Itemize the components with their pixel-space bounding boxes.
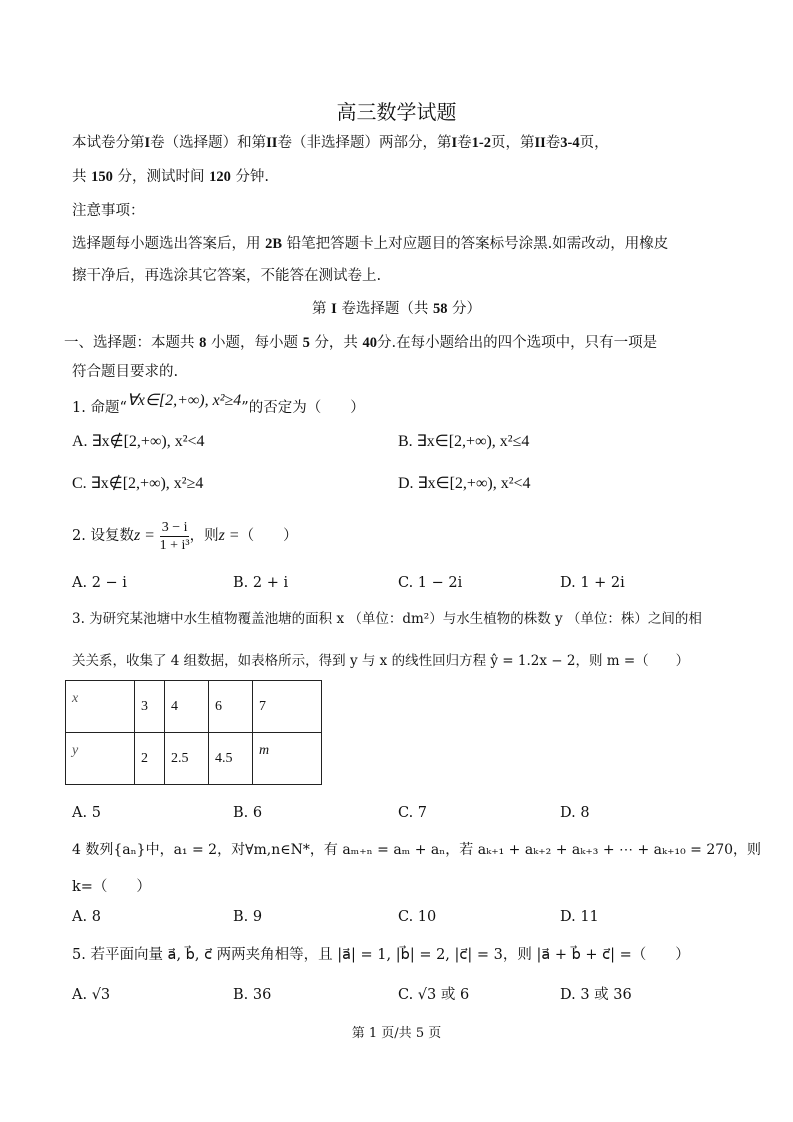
- question-4-option-c[interactable]: C. 10: [398, 909, 437, 925]
- table-row: [66, 681, 322, 733]
- question-5-option-d[interactable]: D. 3 或 36: [560, 987, 632, 1003]
- text: 5: [302, 335, 310, 351]
- text: 120: [209, 169, 231, 185]
- text: 本试卷分第: [72, 135, 145, 151]
- text: 页，第: [490, 135, 535, 151]
- text: 58: [432, 301, 448, 317]
- text: 铅笔把答题卡上对应题目的答案标号涂黑.如需改动，用橡皮: [286, 236, 669, 252]
- table-cell: y: [66, 733, 135, 785]
- question-4-option-a[interactable]: A. 8: [72, 909, 101, 925]
- denominator: 1 + i³: [159, 537, 190, 553]
- text: 小题，每小题: [210, 335, 298, 351]
- question-1-option-c[interactable]: C. ∃x∉[2,+∞), x²≥4: [72, 475, 204, 492]
- text: 页，: [579, 135, 609, 151]
- text: 卷（选择题）和第: [150, 135, 267, 151]
- text: 第: [311, 301, 327, 317]
- table-row: [66, 733, 322, 785]
- section-desc-1: [64, 333, 657, 353]
- text: 2. 设复数: [72, 528, 134, 544]
- question-5-stem: 5. 若平面向量 a⃗, b⃗, c⃗ 两两夹角相等，且 |a⃗| = 1, |b⃗| = 2, |c⃗| = 3，则 |a⃗ + b⃗ + c⃗| =（ ）: [72, 947, 690, 963]
- question-5-option-b[interactable]: B. 36: [233, 987, 272, 1003]
- question-3-option-a[interactable]: A. 5: [72, 805, 101, 821]
- math-expression: z =: [218, 527, 240, 544]
- table-cell: 2: [135, 733, 165, 785]
- text: I: [331, 301, 337, 317]
- text: 选择题每小题选出答案后，用: [72, 236, 261, 252]
- text: （ ）: [239, 528, 298, 544]
- text: 一、选择题：本题共: [64, 335, 195, 351]
- question-4-line-1: 4 数列{aₙ}中，a₁ = 2，对∀m,n∈N*，有 aₘ₊ₙ = aₘ + aₙ，若 aₖ₊₁ + aₖ₊₂ + aₖ₊₃ + ⋯ + aₖ₊₁₀ = 270，则: [72, 842, 762, 858]
- table-cell: 6: [209, 681, 253, 733]
- intro-line-1: [72, 133, 609, 153]
- text: 分，测试时间: [117, 169, 205, 185]
- question-3-line-1: 3. 为研究某池塘中水生植物覆盖池塘的面积 x （单位：dm²）与水生植物的株数 y （单位：株）之间的相: [72, 611, 702, 627]
- question-5-option-a[interactable]: A. √3: [72, 987, 111, 1003]
- text: 共: [72, 169, 87, 185]
- text: 150: [91, 169, 113, 185]
- text: 2B: [265, 236, 283, 252]
- text: I: [451, 135, 458, 151]
- question-2-stem: [72, 518, 298, 554]
- table-cell: 3: [135, 681, 165, 733]
- text: 1-2: [471, 135, 491, 151]
- text: 卷选择题（共: [341, 301, 429, 317]
- text: 分.在每小题给出的四个选项中，只有一项是: [377, 335, 658, 351]
- text: 分）: [452, 301, 482, 317]
- math-expression: z =: [133, 527, 155, 544]
- question-4-line-2: k=（ ）: [72, 879, 151, 895]
- text: 分，共: [314, 335, 358, 351]
- numerator: 3 − i: [161, 519, 188, 535]
- question-1-option-d[interactable]: D. ∃x∈[2,+∞), x²<4: [398, 475, 531, 492]
- text: II: [534, 135, 546, 151]
- question-4-option-b[interactable]: B. 9: [233, 909, 263, 925]
- text: 40: [362, 335, 378, 351]
- notice-heading: 注意事项：: [72, 203, 145, 219]
- text: ”的否定为（ ）: [241, 400, 365, 416]
- page-footer: 第 1 页/共 5 页: [351, 1026, 442, 1041]
- question-3-option-c[interactable]: C. 7: [398, 805, 428, 821]
- question-2-option-d[interactable]: D. 1 + 2i: [560, 575, 625, 591]
- question-2-option-b[interactable]: B. 2 + i: [233, 575, 289, 591]
- question-5-option-c[interactable]: C. √3 或 6: [398, 987, 470, 1003]
- text: 8: [199, 335, 207, 351]
- text: 卷: [545, 135, 561, 151]
- question-3-line-2: 关关系，收集了 4 组数据，如表格所示，得到 y 与 x 的线性回归方程 ŷ = 1.2x − 2，则 m =（ ）: [72, 653, 690, 669]
- section-desc-2: 符合题目要求的.: [72, 364, 179, 380]
- text: 1. 命题“: [72, 400, 127, 416]
- question-3-option-b[interactable]: B. 6: [233, 805, 263, 821]
- section-heading: [0, 299, 793, 319]
- question-2-option-c[interactable]: C. 1 − 2i: [398, 575, 463, 591]
- question-1-stem: [72, 392, 365, 418]
- text: 卷: [457, 135, 472, 151]
- table-cell: 2.5: [165, 733, 209, 785]
- table-cell: 7: [253, 681, 322, 733]
- question-2-option-a[interactable]: A. 2 − i: [72, 575, 127, 591]
- math-expression: ∀x∈[2,+∞), x²≥4: [126, 392, 242, 409]
- table-cell: 4.5: [209, 733, 253, 785]
- question-1-option-b[interactable]: B. ∃x∈[2,+∞), x²≤4: [398, 433, 530, 450]
- text: 卷（非选择题）两部分，第: [277, 135, 452, 151]
- text: 分钟.: [235, 169, 270, 185]
- text: 3-4: [560, 135, 580, 151]
- question-1-option-a[interactable]: A. ∃x∉[2,+∞), x²<4: [72, 433, 205, 450]
- text: II: [266, 135, 278, 151]
- text: ，则: [189, 528, 219, 544]
- data-table: [65, 680, 322, 785]
- page-title: 高三数学试题: [336, 100, 457, 124]
- table-cell: 4: [165, 681, 209, 733]
- intro-line-2: [72, 167, 269, 187]
- text: I: [144, 135, 151, 151]
- notice-line-1: [72, 234, 668, 254]
- question-4-option-d[interactable]: D. 11: [560, 909, 599, 925]
- table-cell: m: [253, 733, 322, 785]
- fraction: [160, 519, 190, 554]
- notice-line-2: 擦干净后，再选涂其它答案，不能答在测试卷上.: [72, 268, 382, 284]
- question-3-option-d[interactable]: D. 8: [560, 805, 590, 821]
- table-cell: x: [66, 681, 135, 733]
